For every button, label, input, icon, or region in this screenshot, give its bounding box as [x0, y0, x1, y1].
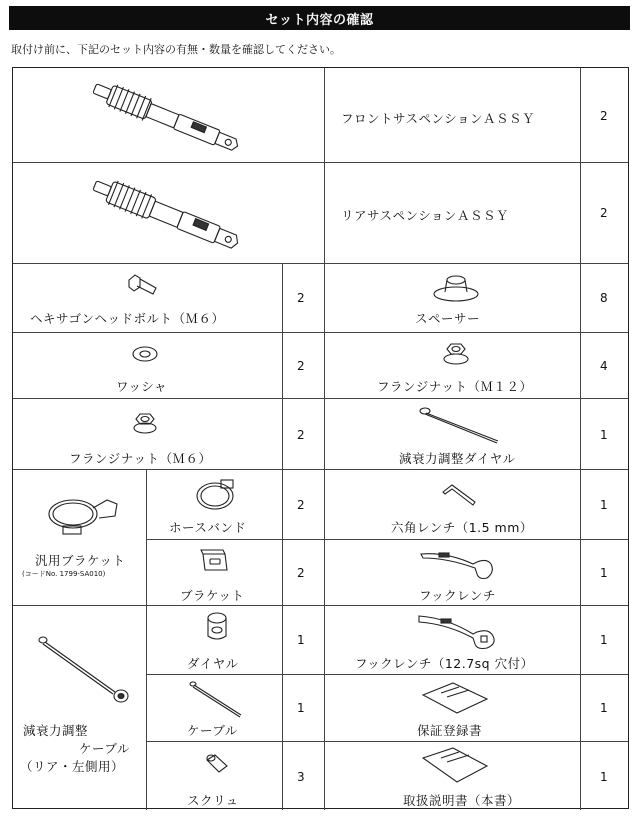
header-title: セット内容の確認 — [265, 12, 374, 28]
washer-icon — [130, 343, 160, 365]
spacer-icon — [431, 270, 481, 304]
flange-nut-m6-qty-cell — [283, 399, 325, 470]
damper-dial-qty-cell — [581, 399, 628, 470]
dial-cell — [147, 606, 283, 675]
cable-qty-cell — [283, 675, 325, 742]
hose-band-qty-cell — [283, 470, 325, 540]
bracket-qty-cell — [283, 540, 325, 606]
flange-nut-m12-cell — [325, 333, 581, 399]
hook-wrench-name: フックレンチ — [419, 588, 496, 603]
hook-wrench-qty: 1 — [600, 566, 608, 580]
hex-wrench-cell — [325, 470, 581, 540]
flange-nut-m6-cell — [13, 399, 283, 470]
rear-assy-name-cell — [325, 163, 581, 264]
screw-icon — [203, 752, 229, 776]
flange-nut-m12-qty-cell — [581, 333, 628, 399]
flange-nut-m12-name: フランジナット（Ｍ１２） — [377, 379, 533, 394]
hook-wrench-cell — [325, 540, 581, 606]
screw-name: スクリュ — [187, 793, 239, 808]
cable-group-line3: （リア・左側用） — [20, 759, 125, 774]
flange-nut-m12-qty: 4 — [600, 359, 608, 373]
hose-band-name: ホースバンド — [169, 520, 247, 535]
manual-cell — [325, 742, 581, 810]
damper-dial-name: 減衰力調整ダイヤル — [399, 451, 516, 466]
bracket-name: ブラケット — [180, 588, 245, 603]
spacer-name: スペーサー — [415, 311, 481, 326]
washer-name: ワッシャ — [116, 379, 168, 394]
washer-qty-cell — [283, 333, 325, 399]
warranty-qty-cell — [581, 675, 628, 742]
hex-bolt-qty-cell — [283, 264, 325, 333]
front-suspension-icon — [83, 76, 253, 161]
damper-dial-icon — [417, 405, 507, 447]
instruction-text: 取付け前に、下記のセット内容の有無・数量を確認してください。 — [11, 43, 341, 56]
spacer-qty-cell — [581, 264, 628, 333]
screw-cell — [147, 742, 283, 810]
cable-name: ケーブル — [187, 723, 238, 738]
manual-icon — [419, 746, 491, 786]
hex-bolt-icon — [126, 272, 162, 302]
hose-band-icon — [191, 474, 241, 514]
bracket-group-name: 汎用ブラケット — [35, 553, 126, 568]
washer-qty: 2 — [297, 359, 305, 373]
hook-wrench-hole-name: フックレンチ（12.7sq 穴付） — [355, 656, 534, 671]
warranty-cell — [325, 675, 581, 742]
hex-wrench-qty-cell — [581, 470, 628, 540]
hook-wrench-hole-qty: 1 — [600, 633, 608, 647]
manual-name: 取扱説明書（本書） — [403, 793, 521, 808]
front-assy-qty-cell — [581, 68, 628, 163]
hook-wrench-qty-cell — [581, 540, 628, 606]
dial-qty-cell — [283, 606, 325, 675]
bracket-icon — [199, 548, 231, 576]
hose-band-qty: 2 — [297, 498, 305, 512]
page-header — [9, 6, 630, 30]
rear-assy-image-cell — [13, 163, 325, 264]
flange-nut-m6-name: フランジナット（Ｍ６） — [69, 451, 212, 466]
bracket-cell — [147, 540, 283, 606]
screw-qty-cell — [283, 742, 325, 810]
rear-suspension-icon — [83, 171, 253, 259]
warranty-icon — [419, 681, 491, 717]
rear-assy-name: リアサスペンションＡＳＳＹ — [341, 208, 509, 223]
damper-dial-qty: 1 — [600, 428, 608, 442]
flange-nut-m6-qty: 2 — [297, 428, 305, 442]
front-assy-name: フロントサスペンションＡＳＳＹ — [341, 111, 535, 126]
bracket-group-cell — [13, 470, 147, 606]
hook-wrench-icon — [417, 548, 497, 580]
front-assy-qty: 2 — [600, 109, 608, 123]
washer-cell — [13, 333, 283, 399]
hex-wrench-name: 六角レンチ（1.5 mm） — [391, 520, 533, 535]
hex-bolt-qty: 2 — [297, 291, 305, 305]
warranty-name: 保証登録書 — [417, 723, 483, 738]
flange-nut-m12-icon — [441, 340, 471, 366]
spacer-qty: 8 — [600, 291, 608, 305]
cable-group-cell — [13, 606, 147, 810]
hex-bolt-cell — [13, 264, 283, 333]
damper-cable-icon — [37, 634, 131, 706]
cable-group-line1: 減衰力調整 — [23, 723, 89, 738]
front-assy-name-cell — [325, 68, 581, 163]
cable-group-line2: ケーブル — [79, 741, 130, 756]
warranty-qty: 1 — [600, 701, 608, 715]
bracket-qty: 2 — [297, 566, 305, 580]
front-assy-image-cell — [13, 68, 325, 163]
bracket-group-code: (コードNo. 1799-SA010) — [22, 570, 106, 578]
cable-qty: 1 — [297, 701, 305, 715]
hex-bolt-name: ヘキサゴンヘッドボルト（Ｍ６） — [30, 311, 225, 326]
contents-table — [12, 67, 629, 809]
dial-name: ダイヤル — [187, 656, 239, 671]
damper-dial-cell — [325, 399, 581, 470]
hose-band-cell — [147, 470, 283, 540]
hook-wrench-hole-qty-cell — [581, 606, 628, 675]
manual-qty: 1 — [600, 770, 608, 784]
cable-cell — [147, 675, 283, 742]
hook-wrench-hole-cell — [325, 606, 581, 675]
spacer-cell — [325, 264, 581, 333]
hook-wrench-hole-icon — [415, 610, 501, 650]
manual-qty-cell — [581, 742, 628, 810]
dial-icon — [205, 610, 229, 648]
screw-qty: 3 — [297, 770, 305, 784]
flange-nut-m6-icon — [131, 411, 159, 435]
rear-assy-qty-cell — [581, 163, 628, 264]
cable-icon — [187, 679, 247, 719]
rear-assy-qty: 2 — [600, 206, 608, 220]
hex-wrench-qty: 1 — [600, 498, 608, 512]
universal-bracket-icon — [43, 484, 121, 540]
hex-wrench-icon — [439, 480, 479, 508]
dial-qty: 1 — [297, 633, 305, 647]
